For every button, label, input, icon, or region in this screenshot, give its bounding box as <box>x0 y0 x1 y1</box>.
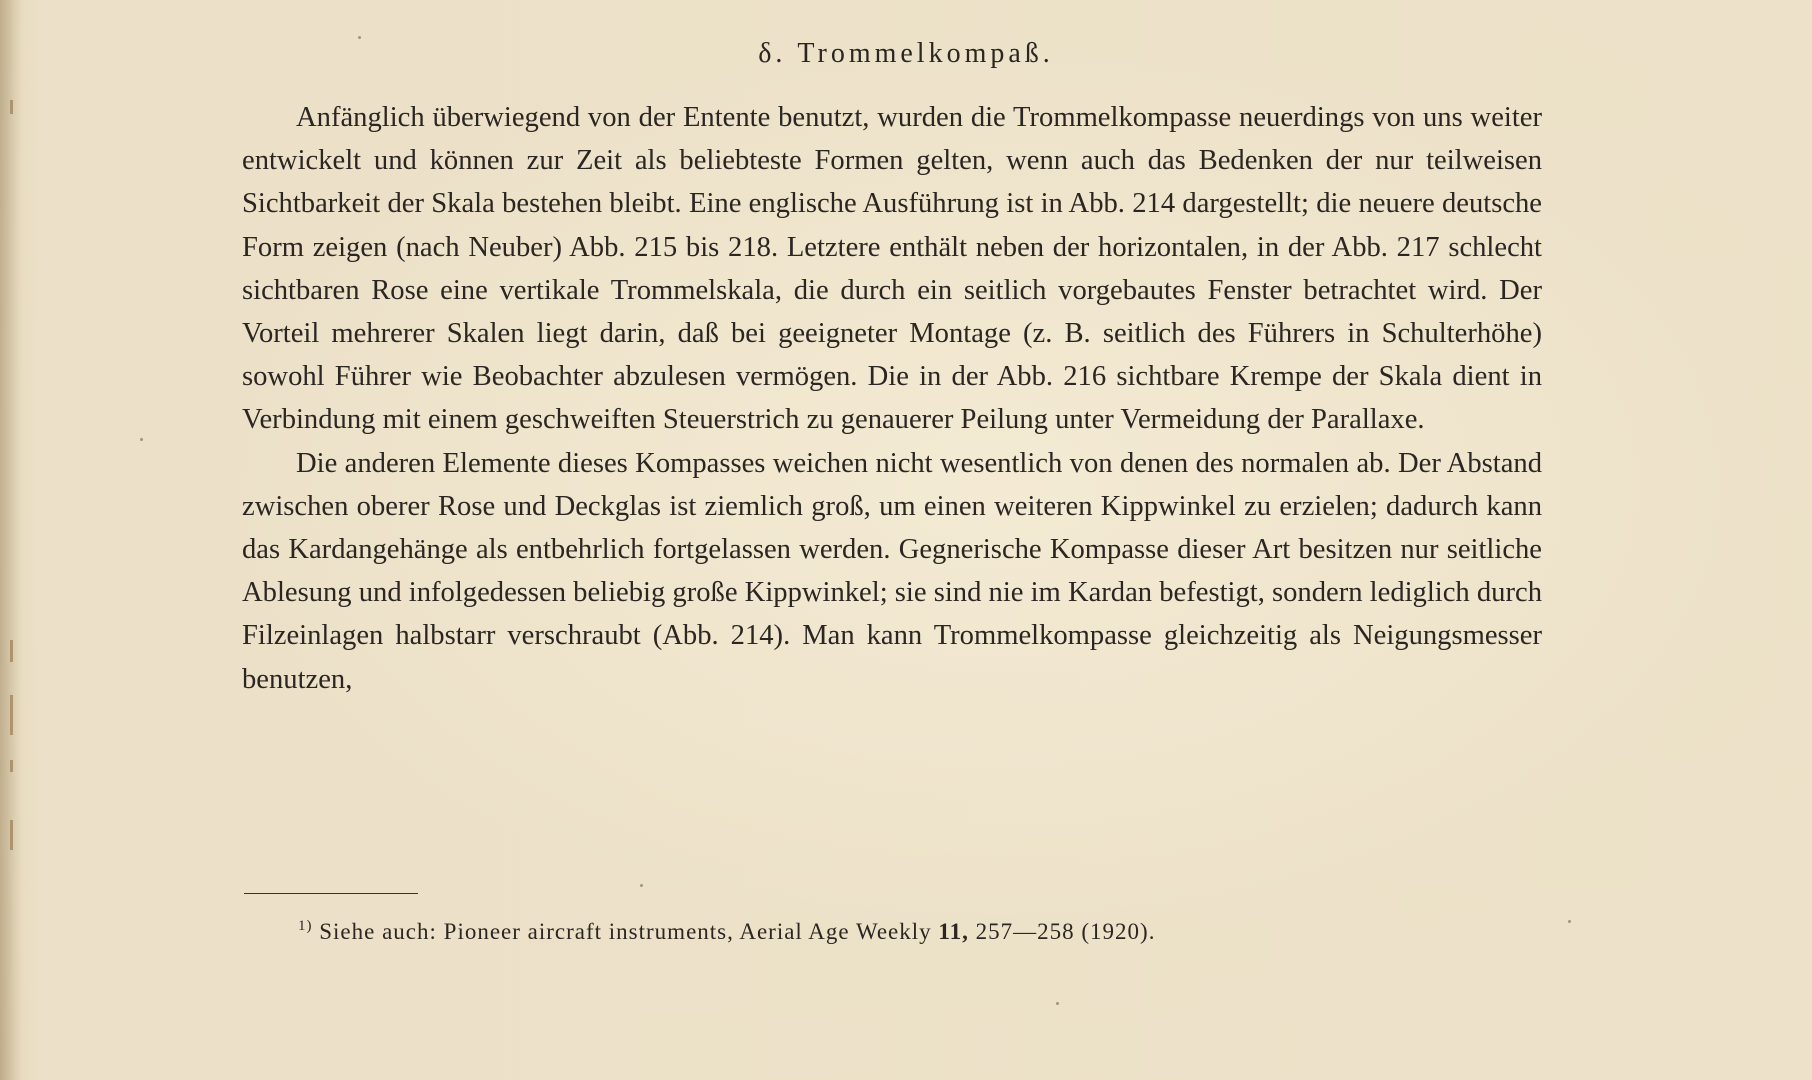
paper-speck <box>1056 1002 1059 1005</box>
binding-shadow <box>0 0 22 1080</box>
footnote-volume: 11, <box>938 919 969 944</box>
footnote-pages: 257—258 (1920). <box>975 919 1156 944</box>
paragraph: Die anderen Elemente dieses Kompasses weichen nicht wesentlich von denen des normalen ab. Der Abstand zwischen oberer Rose und Deckglas ist ziemlich groß, um einen weiteren Kippwinkel zu erzielen; dadurch kann das Kardangehänge als entbehrlich fortgelassen werden. Gegnerische Kompasse dieser Art besitzen nur seitliche Ablesung und infolgedessen beliebig große Kippwinkel; sie sind nie im Kardan befestigt, sondern lediglich durch Filzeinlagen halbstarr verschraubt (Abb. 214). Man kann Trommelkompasse gleichzeitig als Neigungsmesser benutzen, <box>242 447 1542 695</box>
margin-mark <box>10 100 13 114</box>
margin-mark <box>10 760 13 772</box>
footnote-text: Siehe auch: Pioneer aircraft instruments, Aerial Age Weekly <box>319 919 932 944</box>
paragraph: Anfänglich überwiegend von der Entente benutzt, wurden die Trommelkompasse neuerdings von uns weiter entwickelt und können zur Zeit als beliebteste Formen gelten, wenn auch das Bedenken der nur teilweisen Sichtbarkeit der Skala bestehen bleibt. Eine englische Ausführung ist in Abb. 214 dargestellt; die neuere deutsche Form zeigen (nach Neuber) Abb. 215 bis 218. Letztere enthält neben der horizontalen, in der Abb. 217 schlecht sichtbaren Rose eine vertikale Trommelskala, die durch ein seitlich vorgebautes Fenster betrachtet wird. Der Vorteil mehrerer Skalen liegt darin, daß bei geeigneter Montage (z. B. seitlich des Führers in Schulterhöhe) sowohl Führer wie Beobachter abzulesen vermögen. Die in der Abb. 216 sichtbare Krempe der Skala dient in Verbindung mit einem geschweiften Steuerstrich zu genauerer Peilung unter Vermeidung der Parallaxe. <box>242 102 1542 436</box>
footnote-rule <box>244 893 418 894</box>
margin-mark <box>10 640 13 662</box>
paper-speck <box>640 884 643 887</box>
paper-speck <box>140 438 143 441</box>
paper-speck <box>1568 920 1571 923</box>
footnote <box>298 918 1155 945</box>
margin-mark <box>10 820 13 850</box>
footnote-marker: 1) <box>298 918 313 934</box>
section-heading: δ. Trommelkompaß. <box>758 38 1054 69</box>
margin-mark <box>10 695 13 735</box>
body-text <box>242 96 1542 701</box>
